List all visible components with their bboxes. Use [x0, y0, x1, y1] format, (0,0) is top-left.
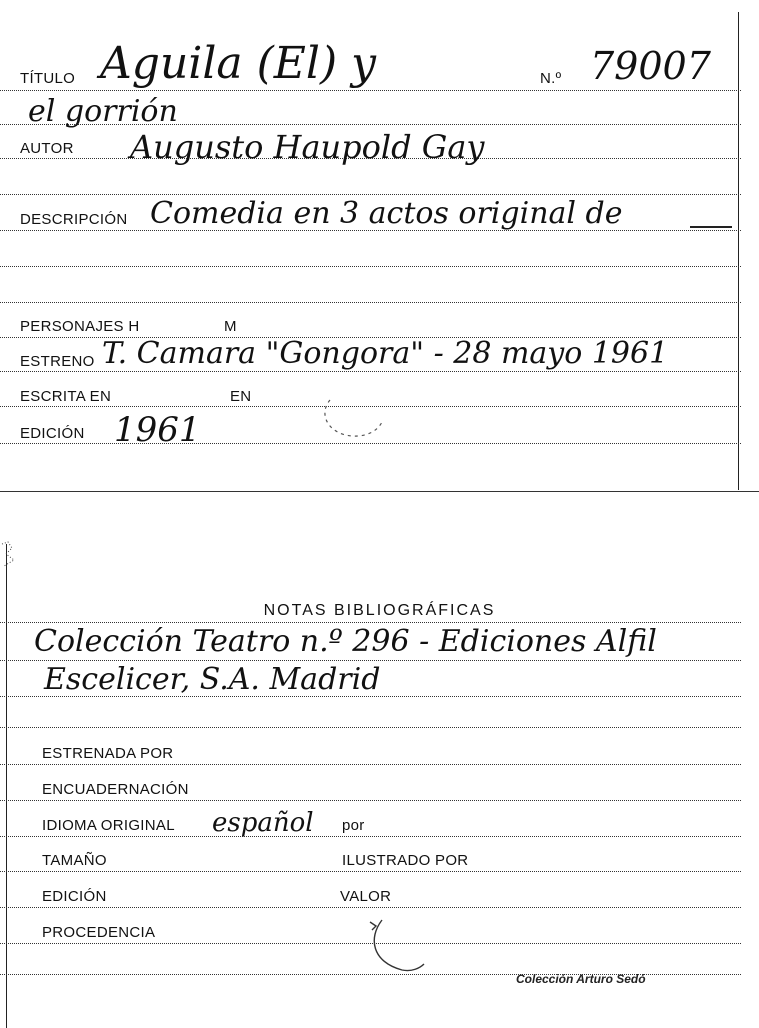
ruled-line — [0, 836, 741, 837]
estrenada-label: ESTRENADA POR — [42, 745, 174, 762]
ruled-line — [0, 871, 741, 872]
descripcion-value: Comedia en 3 actos original de — [150, 196, 623, 231]
collection-footer: Colección Arturo Sedó — [516, 972, 646, 986]
personajes-m-label: M — [224, 318, 237, 335]
descripcion-label: DESCRIPCIÓN — [20, 211, 128, 228]
card-edge — [738, 12, 739, 490]
ruled-line — [0, 764, 741, 765]
notas-heading: NOTAS BIBLIOGRÁFICAS — [263, 602, 496, 619]
notas-line-2: Escelicer, S.A. Madrid — [44, 662, 381, 697]
ink-smudge — [362, 912, 432, 976]
estreno-value: T. Camara "Gongora" - 28 mayo 1961 — [102, 336, 669, 371]
encuadernacion-label: ENCUADERNACIÓN — [42, 781, 189, 798]
ruled-line — [0, 622, 741, 623]
personajes-label: PERSONAJES H — [20, 318, 140, 335]
titulo-continuation: el gorrión — [28, 94, 178, 129]
autor-label: AUTOR — [20, 140, 74, 157]
notas-line-1: Colección Teatro n.º 296 - Ediciones Alfil — [34, 624, 657, 659]
ruled-line — [0, 302, 741, 303]
numero-value: 79007 — [590, 44, 711, 88]
ruled-line — [0, 194, 741, 195]
ruled-line — [0, 443, 741, 444]
ruled-line — [0, 660, 741, 661]
idioma-label: IDIOMA ORIGINAL — [42, 817, 175, 834]
tamano-label: TAMAÑO — [42, 852, 107, 869]
card-divider — [0, 491, 759, 492]
estreno-label: ESTRENO — [20, 353, 95, 370]
notas-edicion-label: EDICIÓN — [42, 888, 107, 905]
dash-mark — [690, 226, 732, 228]
titulo-label: TÍTULO — [20, 70, 76, 87]
ruled-line — [0, 371, 741, 372]
ruled-line — [0, 800, 741, 801]
ruled-line — [0, 727, 741, 728]
escrita-en-label: EN — [230, 388, 252, 405]
valor-label: VALOR — [340, 888, 392, 905]
ficha-card — [0, 0, 759, 492]
ink-smudge — [320, 392, 390, 442]
ruled-line — [0, 90, 741, 91]
escrita-label: ESCRITA EN — [20, 388, 112, 405]
idioma-value: español — [212, 808, 314, 838]
ruled-line — [0, 266, 741, 267]
numero-label: N.º — [540, 70, 562, 87]
ruled-line — [0, 907, 741, 908]
titulo-value: Aguila (El) y — [100, 38, 377, 89]
procedencia-label: PROCEDENCIA — [42, 924, 156, 941]
autor-value: Augusto Haupold Gay — [130, 128, 485, 166]
ilustrado-label: ILUSTRADO POR — [342, 852, 469, 869]
idioma-por-label: por — [342, 817, 365, 834]
torn-corner — [0, 540, 22, 570]
edicion-value: 1961 — [114, 410, 201, 450]
edicion-label: EDICIÓN — [20, 425, 85, 442]
